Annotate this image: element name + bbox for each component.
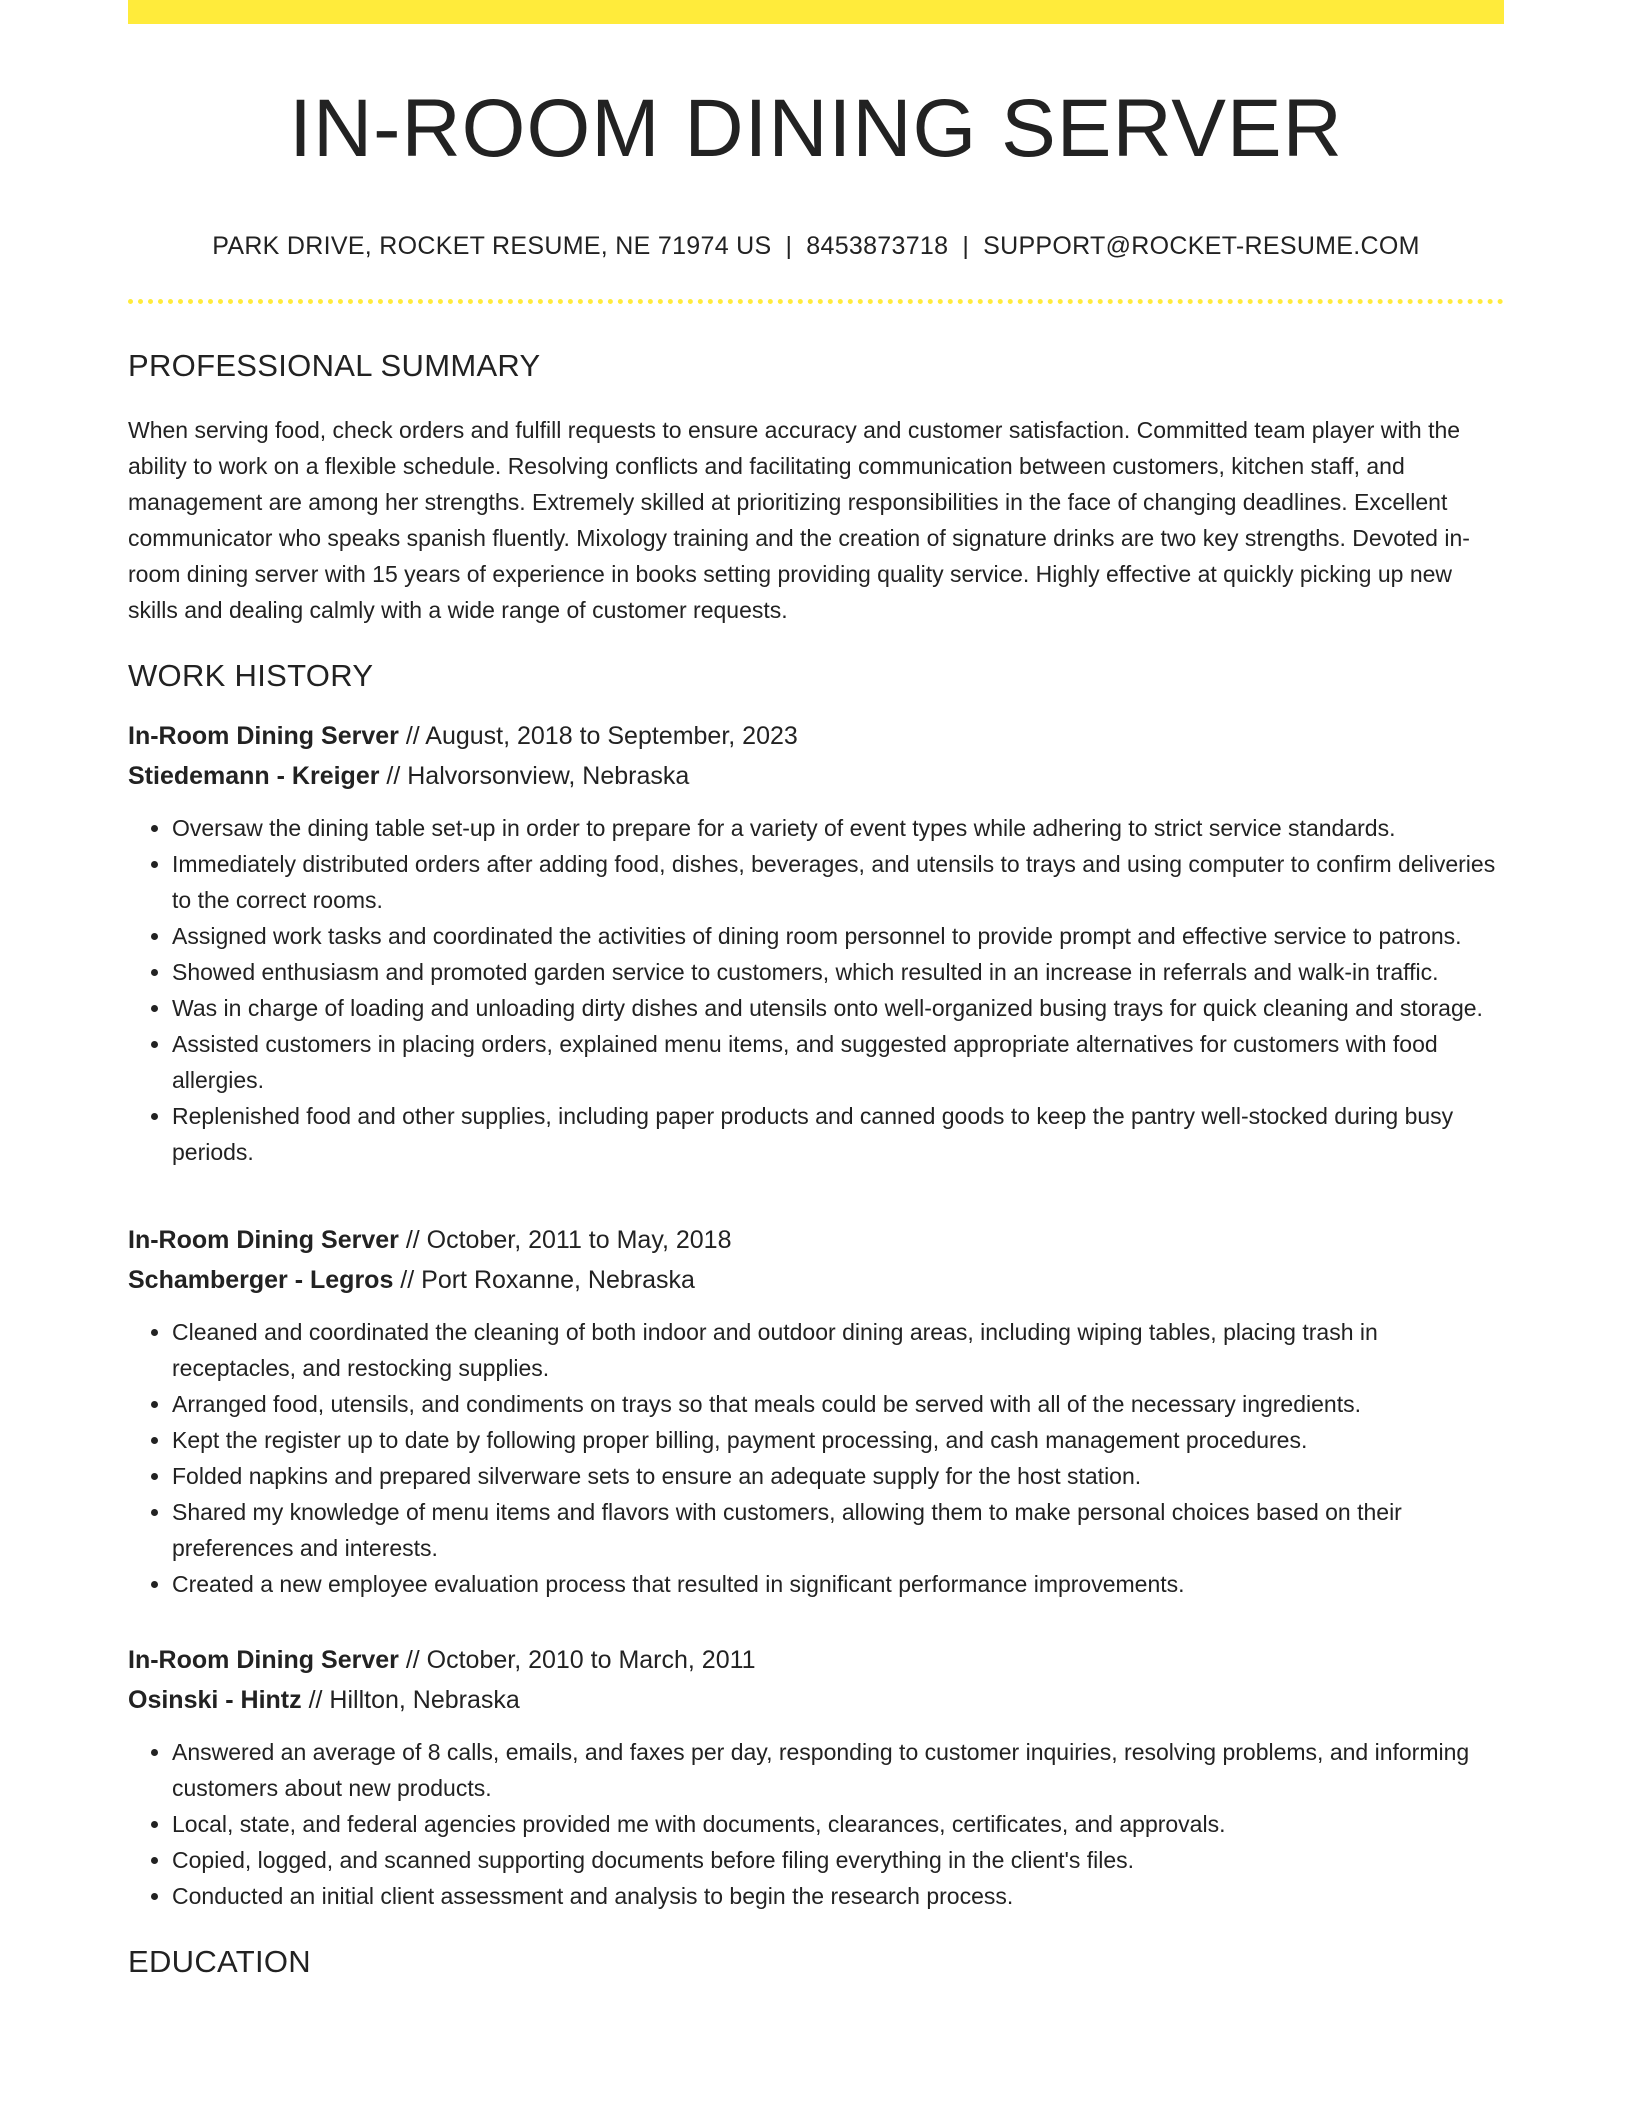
email: SUPPORT@ROCKET-RESUME.COM (983, 232, 1420, 261)
job-entry (128, 716, 1504, 1170)
job-role-line (128, 1640, 1504, 1680)
list-item: • Folded napkins and prepared silverware sets to ensure an adequate supply for the host station. (172, 1458, 1504, 1494)
list-item: • Copied, logged, and scanned supporting documents before filing everything in the client's files. (172, 1842, 1504, 1878)
job-role: In-Room Dining Server (128, 1646, 399, 1675)
list-item: • Conducted an initial client assessment and analysis to begin the research process. (172, 1878, 1504, 1914)
phone: 8453873718 (806, 232, 949, 261)
job-location: // Hillton, Nebraska (301, 1686, 520, 1715)
job-company-line (128, 1680, 1504, 1720)
job-company: Osinski - Hintz (128, 1686, 302, 1715)
list-item: • Answered an average of 8 calls, emails, and faxes per day, responding to customer inquiries, resolving problems, and informing customers about new products. (172, 1734, 1504, 1806)
section-title-education: EDUCATION (128, 1944, 311, 1980)
resume-name: IN-ROOM DINING SERVER (289, 83, 1343, 174)
contact-separator: | (785, 232, 793, 261)
list-item: • Assisted customers in placing orders, explained menu items, and suggested appropriate alternatives for customers with food allergies. (172, 1026, 1504, 1098)
job-role-line (128, 1220, 1504, 1260)
job-role-line (128, 716, 1504, 756)
list-item: • Local, state, and federal agencies provided me with documents, clearances, certificates, and approvals. (172, 1806, 1504, 1842)
job-dates: // August, 2018 to September, 2023 (398, 722, 798, 751)
job-company: Schamberger - Legros (128, 1266, 394, 1295)
job-company-line (128, 756, 1504, 796)
section-title-summary: PROFESSIONAL SUMMARY (128, 348, 541, 384)
job-location: // Port Roxanne, Nebraska (393, 1266, 695, 1295)
job-bullets (128, 1314, 1504, 1602)
job-entry (128, 1640, 1504, 1914)
list-item: • Showed enthusiasm and promoted garden service to customers, which resulted in an increase in referrals and walk-in traffic. (172, 954, 1504, 990)
list-item: • Immediately distributed orders after adding food, dishes, beverages, and utensils to trays and using computer to confirm deliveries to the correct rooms. (172, 846, 1504, 918)
list-item: • Was in charge of loading and unloading dirty dishes and utensils onto well-organized busing trays for quick cleaning and storage. (172, 990, 1504, 1026)
job-bullets (128, 810, 1504, 1170)
list-item: • Oversaw the dining table set-up in order to prepare for a variety of event types while adhering to strict service standards. (172, 810, 1504, 846)
job-company: Stiedemann - Kreiger (128, 762, 380, 791)
list-item: • Arranged food, utensils, and condiments on trays so that meals could be served with all of the necessary ingredients. (172, 1386, 1504, 1422)
list-item: • Cleaned and coordinated the cleaning of both indoor and outdoor dining areas, including wiping tables, placing trash in receptacles, and restocking supplies. (172, 1314, 1504, 1386)
job-bullets (128, 1734, 1504, 1914)
summary-text: When serving food, check orders and fulfill requests to ensure accuracy and customer satisfaction. Committed team player with the ability to work on a flexible schedule. Resolving conflicts and facilitating communication between customers, kitchen staff, and management are among her strengths. Extremely skilled at prioritizing responsibilities in the face of changing deadlines. Excellent communicator who speaks spanish fluently. Mixology training and the creation of signature drinks are two key strengths. Devoted in-room dining server with 15 years of experience in books setting providing quality service. Highly effective at quickly picking up new skills and dealing calmly with a wide range of customer requests. (128, 417, 1470, 624)
top-accent-bar (128, 0, 1504, 24)
contact-line (128, 232, 1504, 261)
job-dates: // October, 2011 to May, 2018 (398, 1226, 732, 1255)
job-dates: // October, 2010 to March, 2011 (398, 1646, 756, 1675)
resume-page (128, 0, 1504, 1980)
list-item: • Replenished food and other supplies, including paper products and canned goods to keep the pantry well-stocked during busy periods. (172, 1098, 1504, 1170)
job-entry (128, 1220, 1504, 1602)
job-role: In-Room Dining Server (128, 1226, 399, 1255)
list-item: • Kept the register up to date by following proper billing, payment processing, and cash management procedures. (172, 1422, 1504, 1458)
dotted-divider (128, 299, 1504, 304)
section-title-work-history: WORK HISTORY (128, 658, 374, 694)
job-location: // Halvorsonview, Nebraska (379, 762, 690, 791)
job-role: In-Room Dining Server (128, 722, 399, 751)
address: PARK DRIVE, ROCKET RESUME, NE 71974 US (212, 232, 772, 261)
list-item: • Shared my knowledge of menu items and flavors with customers, allowing them to make personal choices based on their preferences and interests. (172, 1494, 1504, 1566)
contact-separator: | (962, 232, 970, 261)
list-item: • Assigned work tasks and coordinated the activities of dining room personnel to provide prompt and effective service to patrons. (172, 918, 1504, 954)
list-item: • Created a new employee evaluation process that resulted in significant performance improvements. (172, 1566, 1504, 1602)
job-company-line (128, 1260, 1504, 1300)
